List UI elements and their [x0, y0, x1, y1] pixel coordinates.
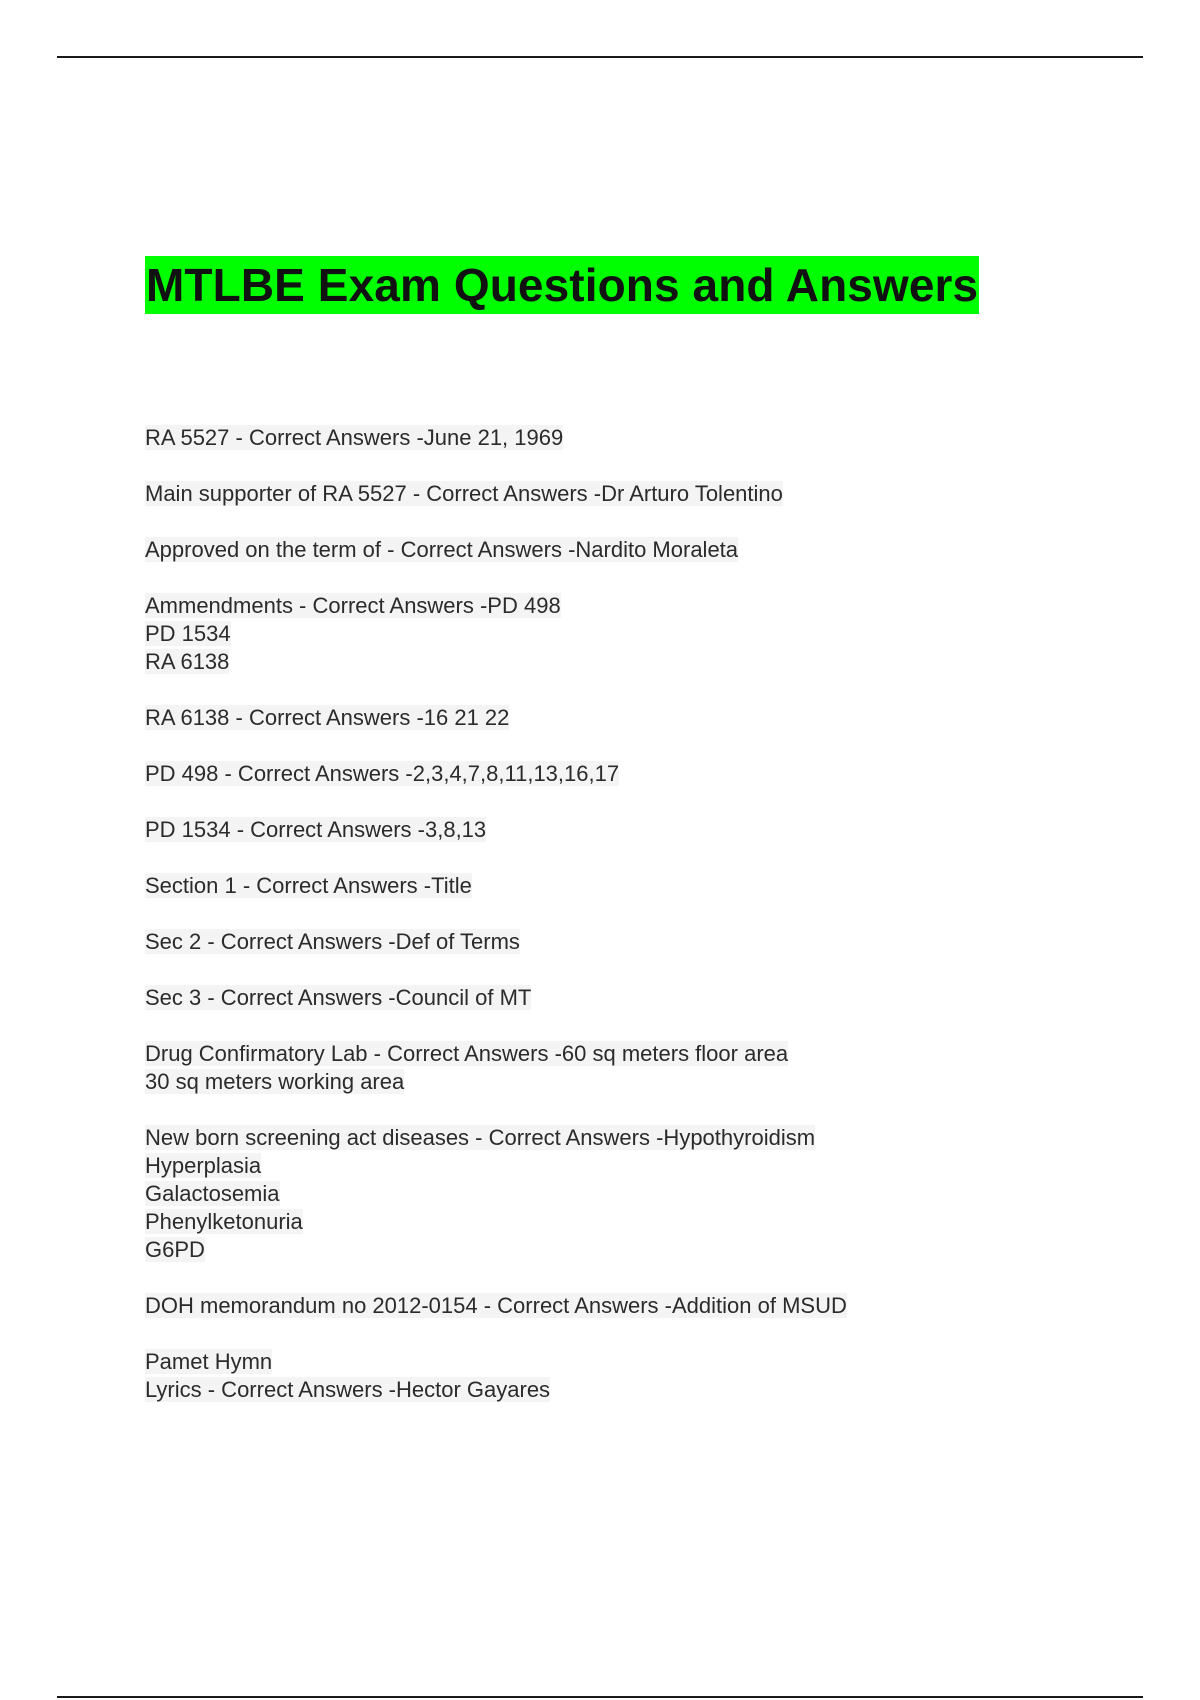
- qa-entry: [145, 984, 1145, 1012]
- qa-entry: [145, 536, 1145, 564]
- qa-entry: [145, 1292, 1145, 1320]
- document-title-block: [145, 256, 979, 314]
- qa-line: DOH memorandum no 2012-0154 - Correct Answers -Addition of MSUD: [145, 1293, 847, 1318]
- qa-entry: [145, 816, 1145, 844]
- qa-line: RA 6138 - Correct Answers -16 21 22: [145, 705, 510, 730]
- qa-line: Galactosemia: [145, 1181, 280, 1206]
- qa-entry: [145, 1040, 1145, 1096]
- qa-entry: [145, 872, 1145, 900]
- page-bottom-rule: [57, 1696, 1143, 1698]
- qa-line: Pamet Hymn: [145, 1349, 273, 1374]
- qa-line: Section 1 - Correct Answers -Title: [145, 873, 472, 898]
- qa-entry: [145, 592, 1145, 676]
- qa-entry: [145, 1124, 1145, 1264]
- qa-line: 30 sq meters working area: [145, 1069, 405, 1094]
- qa-line: Lyrics - Correct Answers -Hector Gayares: [145, 1377, 551, 1402]
- qa-line: RA 5527 - Correct Answers -June 21, 1969: [145, 425, 564, 450]
- qa-line: Drug Confirmatory Lab - Correct Answers -60 sq meters floor area: [145, 1041, 789, 1066]
- qa-entry: [145, 424, 1145, 452]
- qa-line: PD 498 - Correct Answers -2,3,4,7,8,11,13,16,17: [145, 761, 620, 786]
- qa-line: Ammendments - Correct Answers -PD 498: [145, 593, 561, 618]
- qa-line: PD 1534 - Correct Answers -3,8,13: [145, 817, 487, 842]
- qa-line: Sec 2 - Correct Answers -Def of Terms: [145, 929, 520, 954]
- page-top-rule: [57, 56, 1143, 58]
- qa-line: Sec 3 - Correct Answers -Council of MT: [145, 985, 532, 1010]
- document-title: MTLBE Exam Questions and Answers: [145, 256, 979, 314]
- qa-line: Hyperplasia: [145, 1153, 262, 1178]
- qa-line: Main supporter of RA 5527 - Correct Answers -Dr Arturo Tolentino: [145, 481, 783, 506]
- qa-line: Approved on the term of - Correct Answers -Nardito Moraleta: [145, 537, 739, 562]
- qa-entry: [145, 760, 1145, 788]
- qa-entry: [145, 928, 1145, 956]
- qa-entry: [145, 1348, 1145, 1404]
- qa-entry: [145, 704, 1145, 732]
- qa-line: Phenylketonuria: [145, 1209, 303, 1234]
- qa-line: PD 1534: [145, 621, 231, 646]
- qa-entry: [145, 480, 1145, 508]
- qa-line: RA 6138: [145, 649, 230, 674]
- qa-line: G6PD: [145, 1237, 205, 1262]
- qa-line: New born screening act diseases - Correct Answers -Hypothyroidism: [145, 1125, 816, 1150]
- qa-entry-list: [145, 424, 1145, 1432]
